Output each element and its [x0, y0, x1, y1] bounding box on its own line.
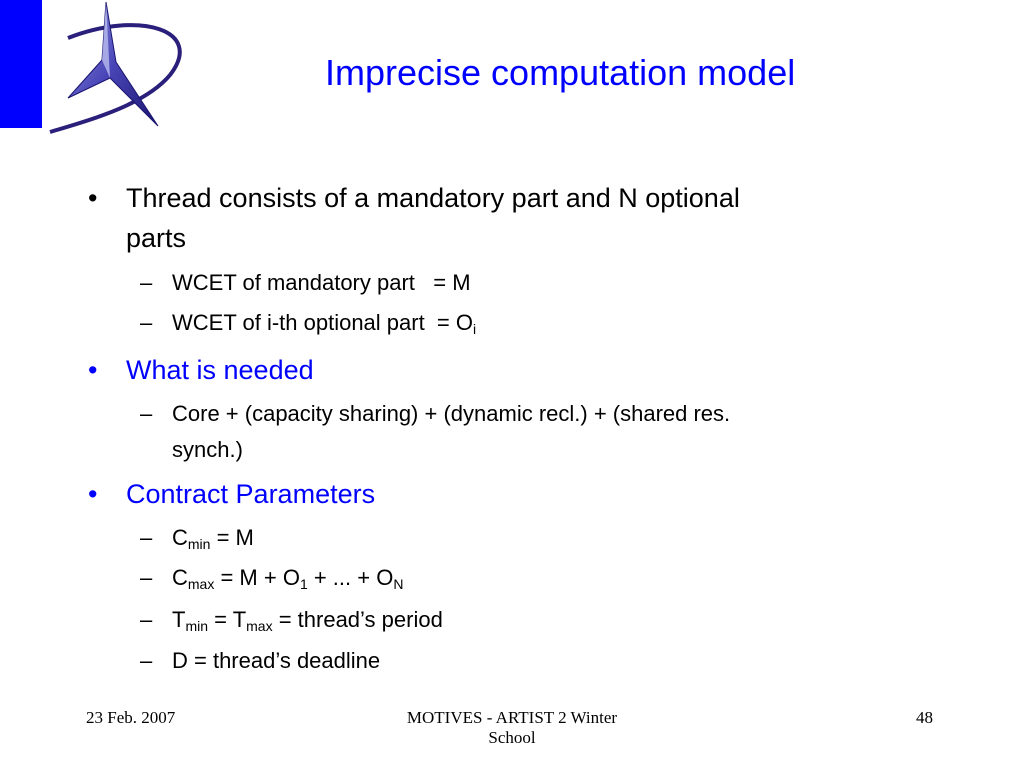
footer-page-number: 48 — [916, 708, 933, 727]
sub-bullet-text: WCET of mandatory part = M — [172, 270, 471, 295]
sub-bullet-text: $C_{max} = M + O_1$ + ... + $O_N$ — [172, 565, 404, 592]
sub-bullet-text: $C_{min} = M$ — [172, 525, 254, 552]
bullet-text: What is needed — [126, 355, 314, 385]
footer-date: 23 Feb. 2007 — [86, 708, 176, 727]
footer-event-line2: School — [488, 728, 536, 747]
sub-bullet-dash: – — [140, 401, 153, 426]
bullet-dot: • — [88, 355, 98, 385]
footer-event-line1: MOTIVES - ARTIST 2 Winter — [406, 708, 618, 727]
slide-title: Imprecise computation model — [325, 52, 796, 93]
bullet-text-line2: parts — [126, 223, 187, 253]
sub-bullet-dash: – — [140, 607, 153, 632]
sub-bullet-dash: – — [140, 270, 153, 295]
bullet-dot: • — [88, 479, 98, 509]
sub-bullet-text: D = thread’s deadline — [172, 648, 381, 673]
sub-bullet-text: $T_{min} = T_{max}$ = thread’s period — [172, 607, 443, 634]
sub-bullet-text-line2: synch.) — [172, 437, 243, 462]
bullet-text: Contract Parameters — [126, 479, 376, 509]
footer-event — [372, 708, 652, 748]
sub-bullet-dash: – — [140, 648, 153, 673]
sub-bullet-dash: – — [140, 525, 153, 550]
bullet-text: Thread consists of a mandatory part and N optional — [126, 183, 740, 213]
sub-bullet-text: WCET of i-th optional part = $O_i$ — [172, 310, 477, 337]
sub-bullet-text: Core + (capacity sharing) + (dynamic recl.) + (shared res. — [172, 401, 731, 426]
sub-bullet-dash: – — [140, 310, 153, 335]
bullet-dot: • — [88, 183, 98, 213]
sub-bullet-dash: – — [140, 565, 153, 590]
